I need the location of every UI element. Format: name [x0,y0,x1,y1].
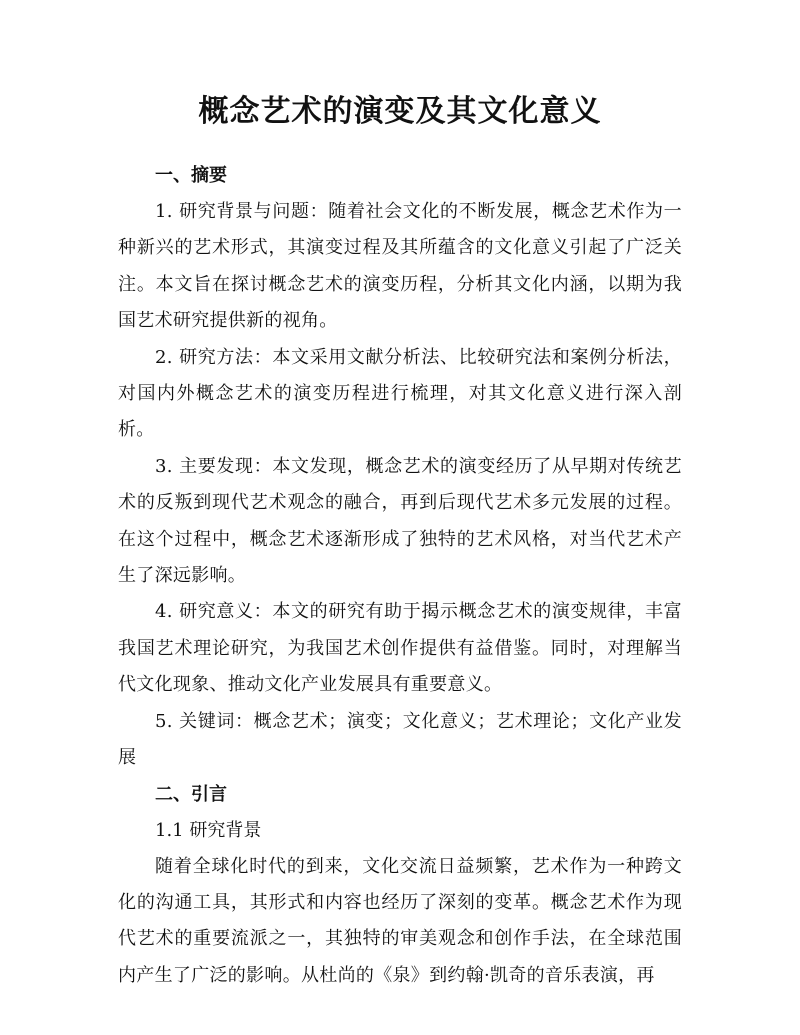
section-heading-introduction: 二、引言 [155,783,227,805]
abstract-paragraph-findings: 3. 主要发现：本文发现，概念艺术的演变经历了从早期对传统艺术的反叛到现代艺术观念的融合，再到后现代艺术多元发展的过程。在这个过程中，概念艺术逐渐形成了独特的艺术风格，对当代艺术产生了深远影响。 [118,455,682,587]
subsection-heading-background: 1.1 研究背景 [155,819,262,841]
abstract-paragraph-keywords: 5. 关键词：概念艺术；演变；文化意义；艺术理论；文化产业发展 [118,710,682,769]
document-title: 概念艺术的演变及其文化意义 [198,94,602,129]
abstract-paragraph-methods: 2. 研究方法：本文采用文献分析法、比较研究法和案例分析法，对国内外概念艺术的演变历程进行梳理，对其文化意义进行深入剖析。 [118,346,682,441]
abstract-paragraph-significance: 4. 研究意义：本文的研究有助于揭示概念艺术的演变规律，丰富我国艺术理论研究，为我国艺术创作提供有益借鉴。同时，对理解当代文化现象、推动文化产业发展具有重要意义。 [118,601,682,696]
abstract-paragraph-background: 1. 研究背景与问题：随着社会文化的不断发展，概念艺术作为一种新兴的艺术形式，其演变过程及其所蕴含的文化意义引起了广泛关注。本文旨在探讨概念艺术的演变历程，分析其文化内涵，以期为我国艺术研究提供新的视角。 [118,201,682,332]
introduction-paragraph: 随着全球化时代的到来，文化交流日益频繁，艺术作为一种跨文化的沟通工具，其形式和内容也经历了深刻的变革。概念艺术作为现代艺术的重要流派之一，其独特的审美观念和创作手法，在全球范围内产生了广泛的影响。从杜尚的《泉》到约翰·凯奇的音乐表演，再 [118,855,682,986]
section-heading-abstract: 一、摘要 [155,165,227,186]
